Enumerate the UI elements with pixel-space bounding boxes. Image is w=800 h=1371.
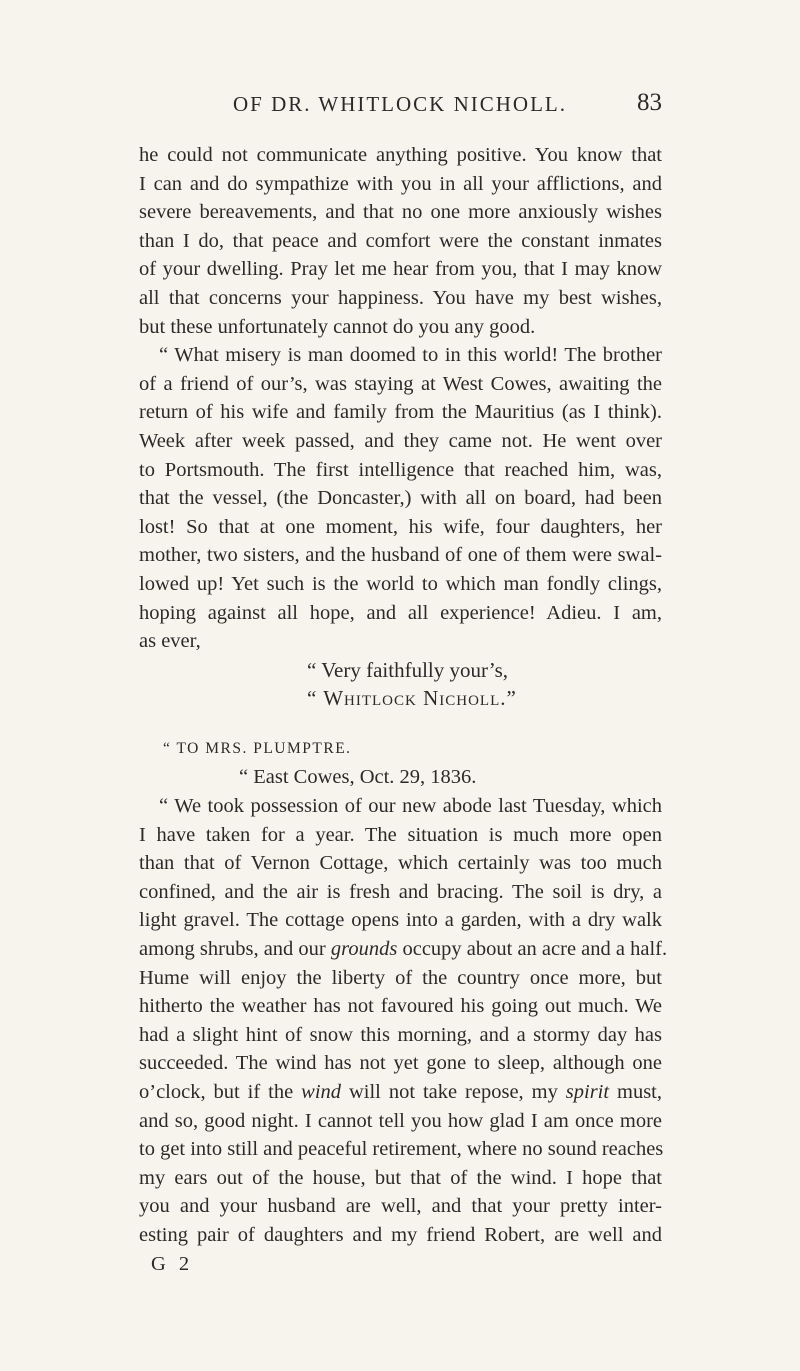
text-line: and so, good night. I cannot tell you how glad I am once more xyxy=(139,1109,662,1132)
text-line: “ We took possession of our new abode last Tuesday, which xyxy=(159,795,662,818)
letter-closing: “ Very faithfully your’s, xyxy=(307,657,509,682)
text-line: Week after week passed, and they came not. He went over xyxy=(139,429,662,452)
spacer xyxy=(139,713,662,727)
text-line: “ What misery is man doomed to in this world! The brother xyxy=(159,344,662,367)
text-line: light gravel. The cottage opens into a garden, with a dry walk xyxy=(139,909,662,932)
text-line: I have taken for a year. The situation is much more open xyxy=(139,823,662,846)
text-line: lowed up! Yet such is the world to which man fondly clings, xyxy=(139,572,662,595)
text-line xyxy=(139,1078,662,1107)
running-head xyxy=(0,89,800,122)
text-line: that the vessel, (the Doncaster,) with all on board, had been xyxy=(139,487,662,510)
text-run: among shrubs, and our xyxy=(139,938,331,961)
text-line: succeeded. The wind has not yet gone to sleep, although one xyxy=(139,1052,662,1075)
letter-signature: “ Whitlock Nicholl.” xyxy=(307,686,517,711)
emphasis: wind xyxy=(301,1081,342,1103)
text-line: hoping against all hope, and all experience! Adieu. I am, xyxy=(139,601,662,624)
text-line: return of his wife and family from the Mauritius (as I think). xyxy=(139,401,662,424)
text-line: my ears out of the house, but that of the wind. I hope that xyxy=(139,1166,662,1189)
signature-mark: G 2 xyxy=(151,1252,194,1275)
text-line: esting pair of daughters and my friend Robert, are well and xyxy=(139,1223,662,1246)
text-line: to Portsmouth. The first intelligence that reached him, was, xyxy=(139,458,662,481)
text-run: must, xyxy=(609,1081,663,1103)
text-run: will not take repose, my xyxy=(341,1081,566,1103)
text-line xyxy=(139,935,668,964)
page-number: 83 xyxy=(637,89,662,116)
text-line: than I do, that peace and comfort were the constant inmates xyxy=(139,229,662,252)
text-line: all that concerns your happiness. You have my best wishes, xyxy=(139,286,662,309)
text-line: I can and do sympathize with you in all your afflictions, and xyxy=(139,172,662,195)
paragraph-2 xyxy=(139,341,662,656)
text-line: he could not communicate anything positive. You know that xyxy=(139,144,662,166)
text-line: of your dwelling. Pray let me hear from you, that I may know xyxy=(139,258,662,281)
text-line: hitherto the weather has not favoured his going out much. We xyxy=(139,995,662,1018)
letter-dateline: “ East Cowes, Oct. 29, 1836. xyxy=(239,766,477,789)
paragraph-1 xyxy=(139,141,662,341)
text-run: occupy about an acre and a half. xyxy=(397,938,668,961)
body-text xyxy=(139,141,668,1278)
text-line: confined, and the air is fresh and bracing. The soil is dry, a xyxy=(139,880,662,903)
text-line: mother, two sisters, and the husband of one of them were swal- xyxy=(139,544,662,567)
text-run: o’clock, but if the xyxy=(139,1081,302,1103)
text-line: of a friend of our’s, was staying at West Cowes, awaiting the xyxy=(139,372,662,395)
letter-heading: “ TO MRS. PLUMPTRE. xyxy=(163,739,352,757)
text-line: than that of Vernon Cottage, which certainly was too much xyxy=(139,852,662,875)
text-line: severe bereavements, and that no one more anxiously wishes xyxy=(139,201,662,224)
emphasis: grounds xyxy=(330,938,398,961)
text-line: but these unfortunately cannot do you any good. xyxy=(139,315,536,338)
text-line: lost! So that at one moment, his wife, four daughters, her xyxy=(139,515,662,538)
text-line: Hume will enjoy the liberty of the country once more, but xyxy=(139,966,662,989)
running-title: OF DR. WHITLOCK NICHOLL. xyxy=(232,92,567,116)
paragraph-3 xyxy=(139,792,668,1250)
text-line: to get into still and peaceful retirement, where no sound reaches xyxy=(139,1138,664,1161)
text-line: had a slight hint of snow this morning, and a stormy day has xyxy=(139,1023,662,1046)
emphasis: spirit xyxy=(565,1081,610,1103)
text-line: you and your husband are well, and that your pretty inter- xyxy=(139,1195,662,1218)
text-line: as ever, xyxy=(139,630,201,653)
